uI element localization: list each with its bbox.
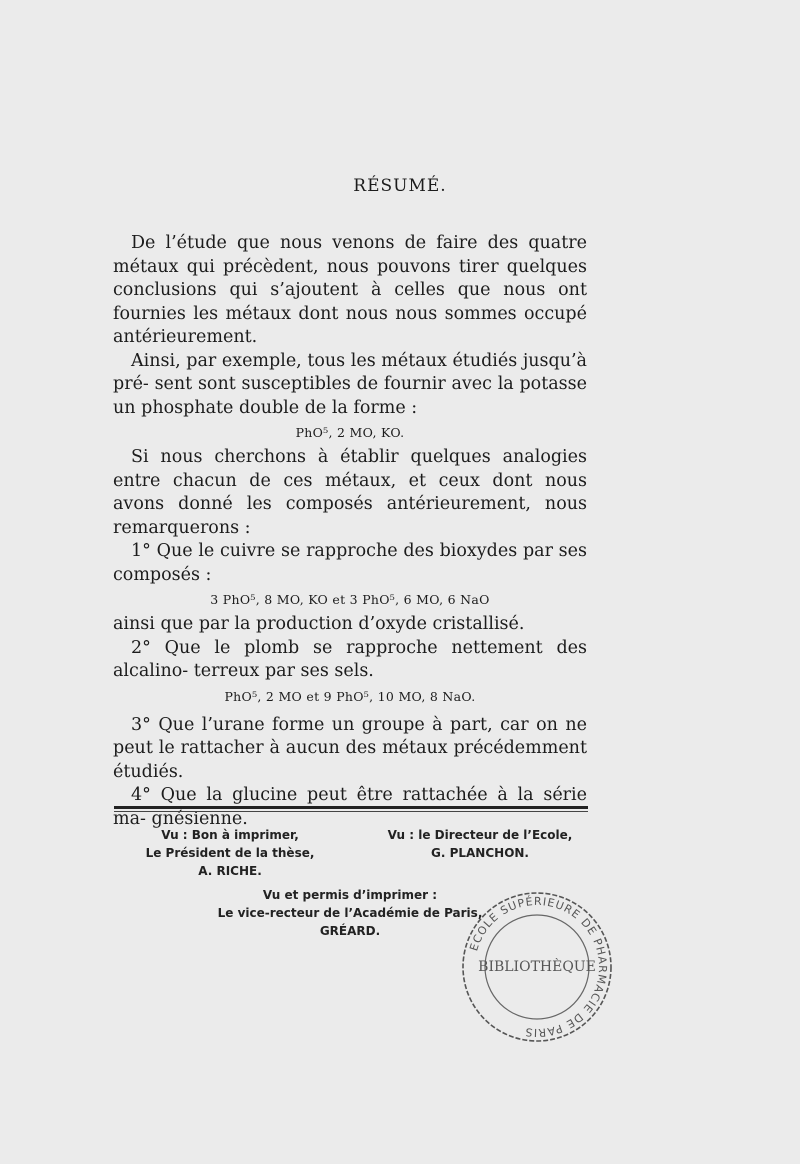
- text-line: phosphate double de la forme :: [141, 397, 418, 418]
- text-line: chacun de ces métaux, et ceux dont nous avons donné: [113, 470, 587, 514]
- text-line: ainsi que par la production d’oxyde cristallisé.: [113, 614, 525, 634]
- formula: PhO⁵, 2 MO et 9 PhO⁵, 10 MO, 8 NaO.: [224, 688, 476, 704]
- text-line: les composés antérieurement, nous remarquerons :: [113, 494, 587, 538]
- text-line: De l’étude que nous venons de faire des quatre métaux: [113, 233, 587, 277]
- library-stamp: [457, 887, 617, 1047]
- text-line: 2° Que le plomb se rapproche nettement des alcalino-: [113, 637, 587, 681]
- text-line: qui s’ajoutent à celles que nous ont fournies les métaux: [113, 280, 587, 324]
- paragraph-uranium: [113, 714, 587, 785]
- divider-thin: [114, 811, 588, 812]
- approval-signatory: A. RICHE.: [198, 864, 262, 878]
- approval-signatory: GRÉARD.: [319, 924, 381, 938]
- approval-line: Le Président de la thèse,: [145, 846, 315, 860]
- text-line: 4° Que la glucine peut être rattachée à la série ma-: [113, 785, 587, 829]
- approval-line: Vu et permis d’imprimer :: [262, 888, 438, 902]
- document-body: [113, 232, 587, 831]
- paragraph-analogies: [113, 446, 587, 540]
- text-line: qui précèdent, nous pouvons tirer quelques conclusions: [113, 256, 587, 300]
- text-line: étudiés.: [113, 761, 184, 782]
- text-line: gnésienne.: [151, 808, 248, 829]
- text-line: terreux par ses sels.: [193, 661, 374, 681]
- approval-line: Le vice-recteur de l’Académie de Paris,: [217, 906, 483, 920]
- stamp-center-text: BIBLIOTHÈQUE: [478, 959, 596, 975]
- stamp-seal-icon: [457, 887, 617, 1047]
- paragraph-intro: [113, 232, 587, 350]
- text-line: Ainsi, par exemple, tous les métaux étudiés jusqu’à pré-: [113, 350, 587, 394]
- paragraph-copper: [113, 540, 587, 587]
- text-line: Si nous cherchons à établir quelques analogies entre: [113, 447, 587, 491]
- paragraph-example: [113, 350, 587, 421]
- stamp-outer-text: ECOLE SUPÉRIEURE DE PHARMACIE DE PARIS: [467, 894, 610, 1040]
- page-title: RÉSUMÉ.: [353, 176, 447, 196]
- approval-president: [130, 826, 330, 880]
- approval-signatory: G. PLANCHON.: [430, 846, 529, 860]
- divider-thick: [114, 806, 588, 809]
- approval-line: Vu : le Directeur de l’Ecole,: [387, 828, 573, 842]
- approval-vice-rector: [215, 886, 485, 940]
- approval-line: Vu : Bon à imprimer,: [161, 828, 299, 842]
- text-line: sent sont susceptibles de fournir avec la potasse un: [113, 374, 587, 418]
- text-line: composés :: [113, 564, 212, 585]
- text-line: peut le rattacher à aucun des métaux précédemment: [113, 738, 587, 758]
- approval-director: [380, 826, 580, 862]
- text-line: 3° Que l’urane forme un groupe à part, car on ne: [131, 714, 587, 735]
- text-line: dont nous nous sommes occupé antérieurement.: [113, 303, 587, 347]
- formula: PhO⁵, 2 MO, KO.: [295, 425, 405, 440]
- formula: 3 PhO⁵, 8 MO, KO et 3 PhO⁵, 6 MO, 6 NaO: [210, 592, 490, 607]
- paragraph-lead: [113, 637, 587, 684]
- paragraph-copper-cont: [113, 613, 587, 637]
- text-line: 1° Que le cuivre se rapproche des bioxydes par ses: [131, 541, 587, 561]
